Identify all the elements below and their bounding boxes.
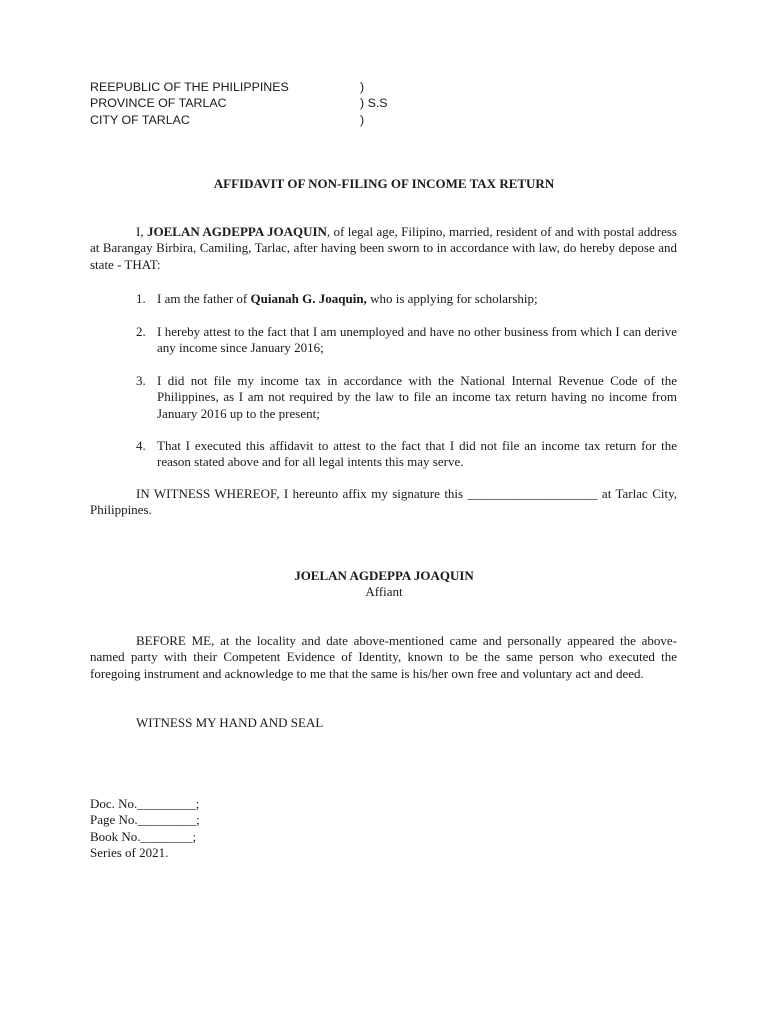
list-item-number: 2. bbox=[136, 324, 146, 339]
affiant-label: Affiant bbox=[365, 584, 403, 599]
list-item-number: 1. bbox=[136, 291, 146, 306]
affiant-name-inline: JOELAN AGDEPPA JOAQUIN bbox=[146, 224, 327, 239]
book-number: Book No.________; bbox=[90, 828, 197, 844]
caption-ss: ) S.S bbox=[360, 96, 388, 111]
list-item-text: That I executed this affidavit to attest to the fact that I did not file an income tax return for the reason stated above and for all legal intents this may serve. bbox=[157, 438, 677, 470]
list-item-number: 3. bbox=[136, 373, 146, 388]
item-1-pre: I am the father of bbox=[157, 291, 251, 306]
caption-city: CITY OF TARLAC bbox=[90, 112, 190, 127]
doc-number: Doc. No._________; bbox=[90, 796, 200, 811]
caption-province: PROVINCE OF TARLAC bbox=[90, 96, 227, 111]
list-item-text: I did not file my income tax in accordance with the National Internal Revenue Code of the Philippines, as I am not required by the law to file an income tax return having no income from January 2016 up to the present; bbox=[157, 373, 677, 421]
notarial-register bbox=[90, 796, 200, 862]
jurat-paragraph: BEFORE ME, at the locality and date above-mentioned came and personally appeared the above-named party with their Competent Evidence of Identity, known to be the same person who executed the foregoing instrument and acknowledge to me that the same is his/her own free and voluntary act and deed. bbox=[90, 633, 677, 681]
affiant-signature-name: JOELAN AGDEPPA JOAQUIN bbox=[294, 568, 474, 583]
intro-paragraph bbox=[90, 224, 677, 273]
witness-hand-seal: WITNESS MY HAND AND SEAL bbox=[136, 715, 324, 730]
list-item-number: 4. bbox=[136, 438, 146, 453]
child-name: Quianah G. Joaquin, bbox=[250, 291, 367, 306]
series-year: Series of 2021. bbox=[90, 845, 169, 861]
list-item-text: I hereby attest to the fact that I am unemployed and have no other business from which I can derive any income since January 2016; bbox=[157, 324, 677, 356]
intro-rest: , of legal age, Filipino, married, resident of and with postal address at Barangay Birbira, Camiling, Tarlac, after having been sworn to in accordance with law, do hereby depose and state - THAT: bbox=[90, 224, 677, 272]
list-item-text bbox=[157, 291, 677, 307]
caption-republic: REEPUBLIC OF THE PHILIPPINES bbox=[90, 80, 289, 94]
page-number: Page No._________; bbox=[90, 812, 200, 828]
item-1-post: who is applying for scholarship; bbox=[366, 291, 538, 306]
intro-prefix: I, bbox=[136, 224, 147, 239]
document-title: AFFIDAVIT OF NON-FILING OF INCOME TAX RETURN bbox=[213, 176, 555, 191]
witness-paragraph: IN WITNESS WHEREOF, I hereunto affix my signature this ____________________ at Tarlac City, Philippines. bbox=[90, 486, 677, 518]
caption-paren-1: ) bbox=[360, 80, 365, 94]
caption-paren-3: ) bbox=[360, 112, 365, 127]
